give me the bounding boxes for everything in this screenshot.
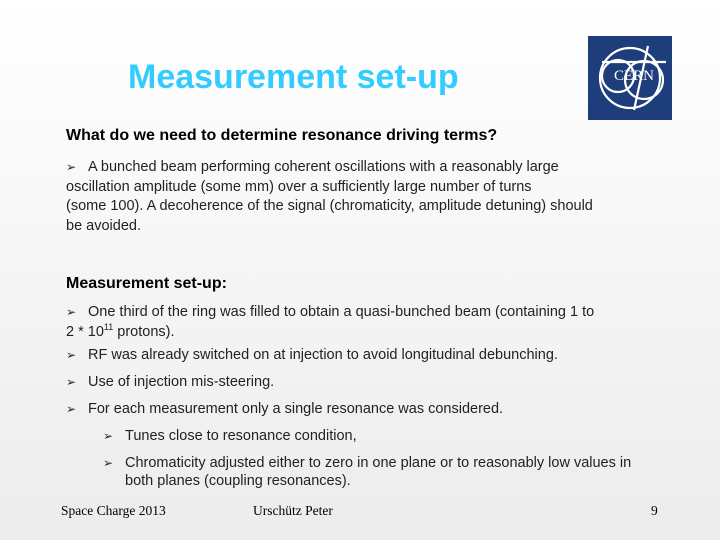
- bullet-line: (some 100). A decoherence of the signal (chromaticity, amplitude detuning) should: [66, 198, 593, 214]
- bullet-line: A bunched beam performing coherent oscillations with a reasonably large: [88, 159, 559, 175]
- setup-subbullet-1: [103, 427, 663, 445]
- slide-title: Measurement set-up: [128, 58, 459, 96]
- bullet-text: Use of injection mis-steering.: [88, 374, 275, 390]
- bullet-arrow-icon: ➢: [66, 375, 77, 389]
- footer-author: Urschütz Peter: [253, 503, 333, 518]
- bullet-arrow-icon: ➢: [66, 305, 77, 319]
- setup-subbullet-2: [103, 454, 663, 490]
- bullet-text: RF was already switched on at injection to avoid longitudinal debunching.: [88, 347, 558, 363]
- bullet-arrow-icon: ➢: [103, 456, 114, 470]
- setup-bullet-4: [66, 400, 503, 418]
- bullet-line: 2 * 10: [66, 323, 104, 340]
- bullet-text: Tunes close to resonance condition,: [125, 428, 357, 444]
- bullet-text: Chromaticity adjusted either to zero in one plane or to reasonably low values in both planes (coupling resonances).: [125, 455, 632, 489]
- bullet-arrow-icon: ➢: [66, 402, 77, 416]
- bullet-arrow-icon: ➢: [103, 429, 114, 443]
- bullet-line: oscillation amplitude (some mm) over a sufficiently large number of turns: [66, 178, 532, 195]
- bullet-line: be avoided.: [66, 217, 141, 234]
- bullet-line: One third of the ring was filled to obtain a quasi-bunched beam (containing 1 to: [88, 304, 595, 320]
- setup-bullet-2: [66, 346, 558, 364]
- bullet-line: protons).: [113, 323, 175, 340]
- section1-heading: What do we need to determine resonance driving terms?: [66, 127, 498, 144]
- setup-bullet-1: [66, 303, 666, 342]
- footer-conference: Space Charge 2013: [61, 503, 166, 518]
- footer-page-number: 9: [651, 503, 658, 518]
- setup-bullet-3: [66, 373, 274, 391]
- bullet-arrow-icon: ➢: [66, 160, 77, 174]
- section2-heading: Measurement set-up:: [66, 275, 227, 292]
- exponent: 11: [103, 321, 114, 332]
- section1-bullet: [66, 158, 666, 236]
- cern-logo: [588, 36, 672, 120]
- bullet-text: For each measurement only a single resonance was considered.: [88, 401, 504, 417]
- cern-logo-text: CERN: [614, 68, 655, 84]
- bullet-arrow-icon: ➢: [66, 348, 77, 362]
